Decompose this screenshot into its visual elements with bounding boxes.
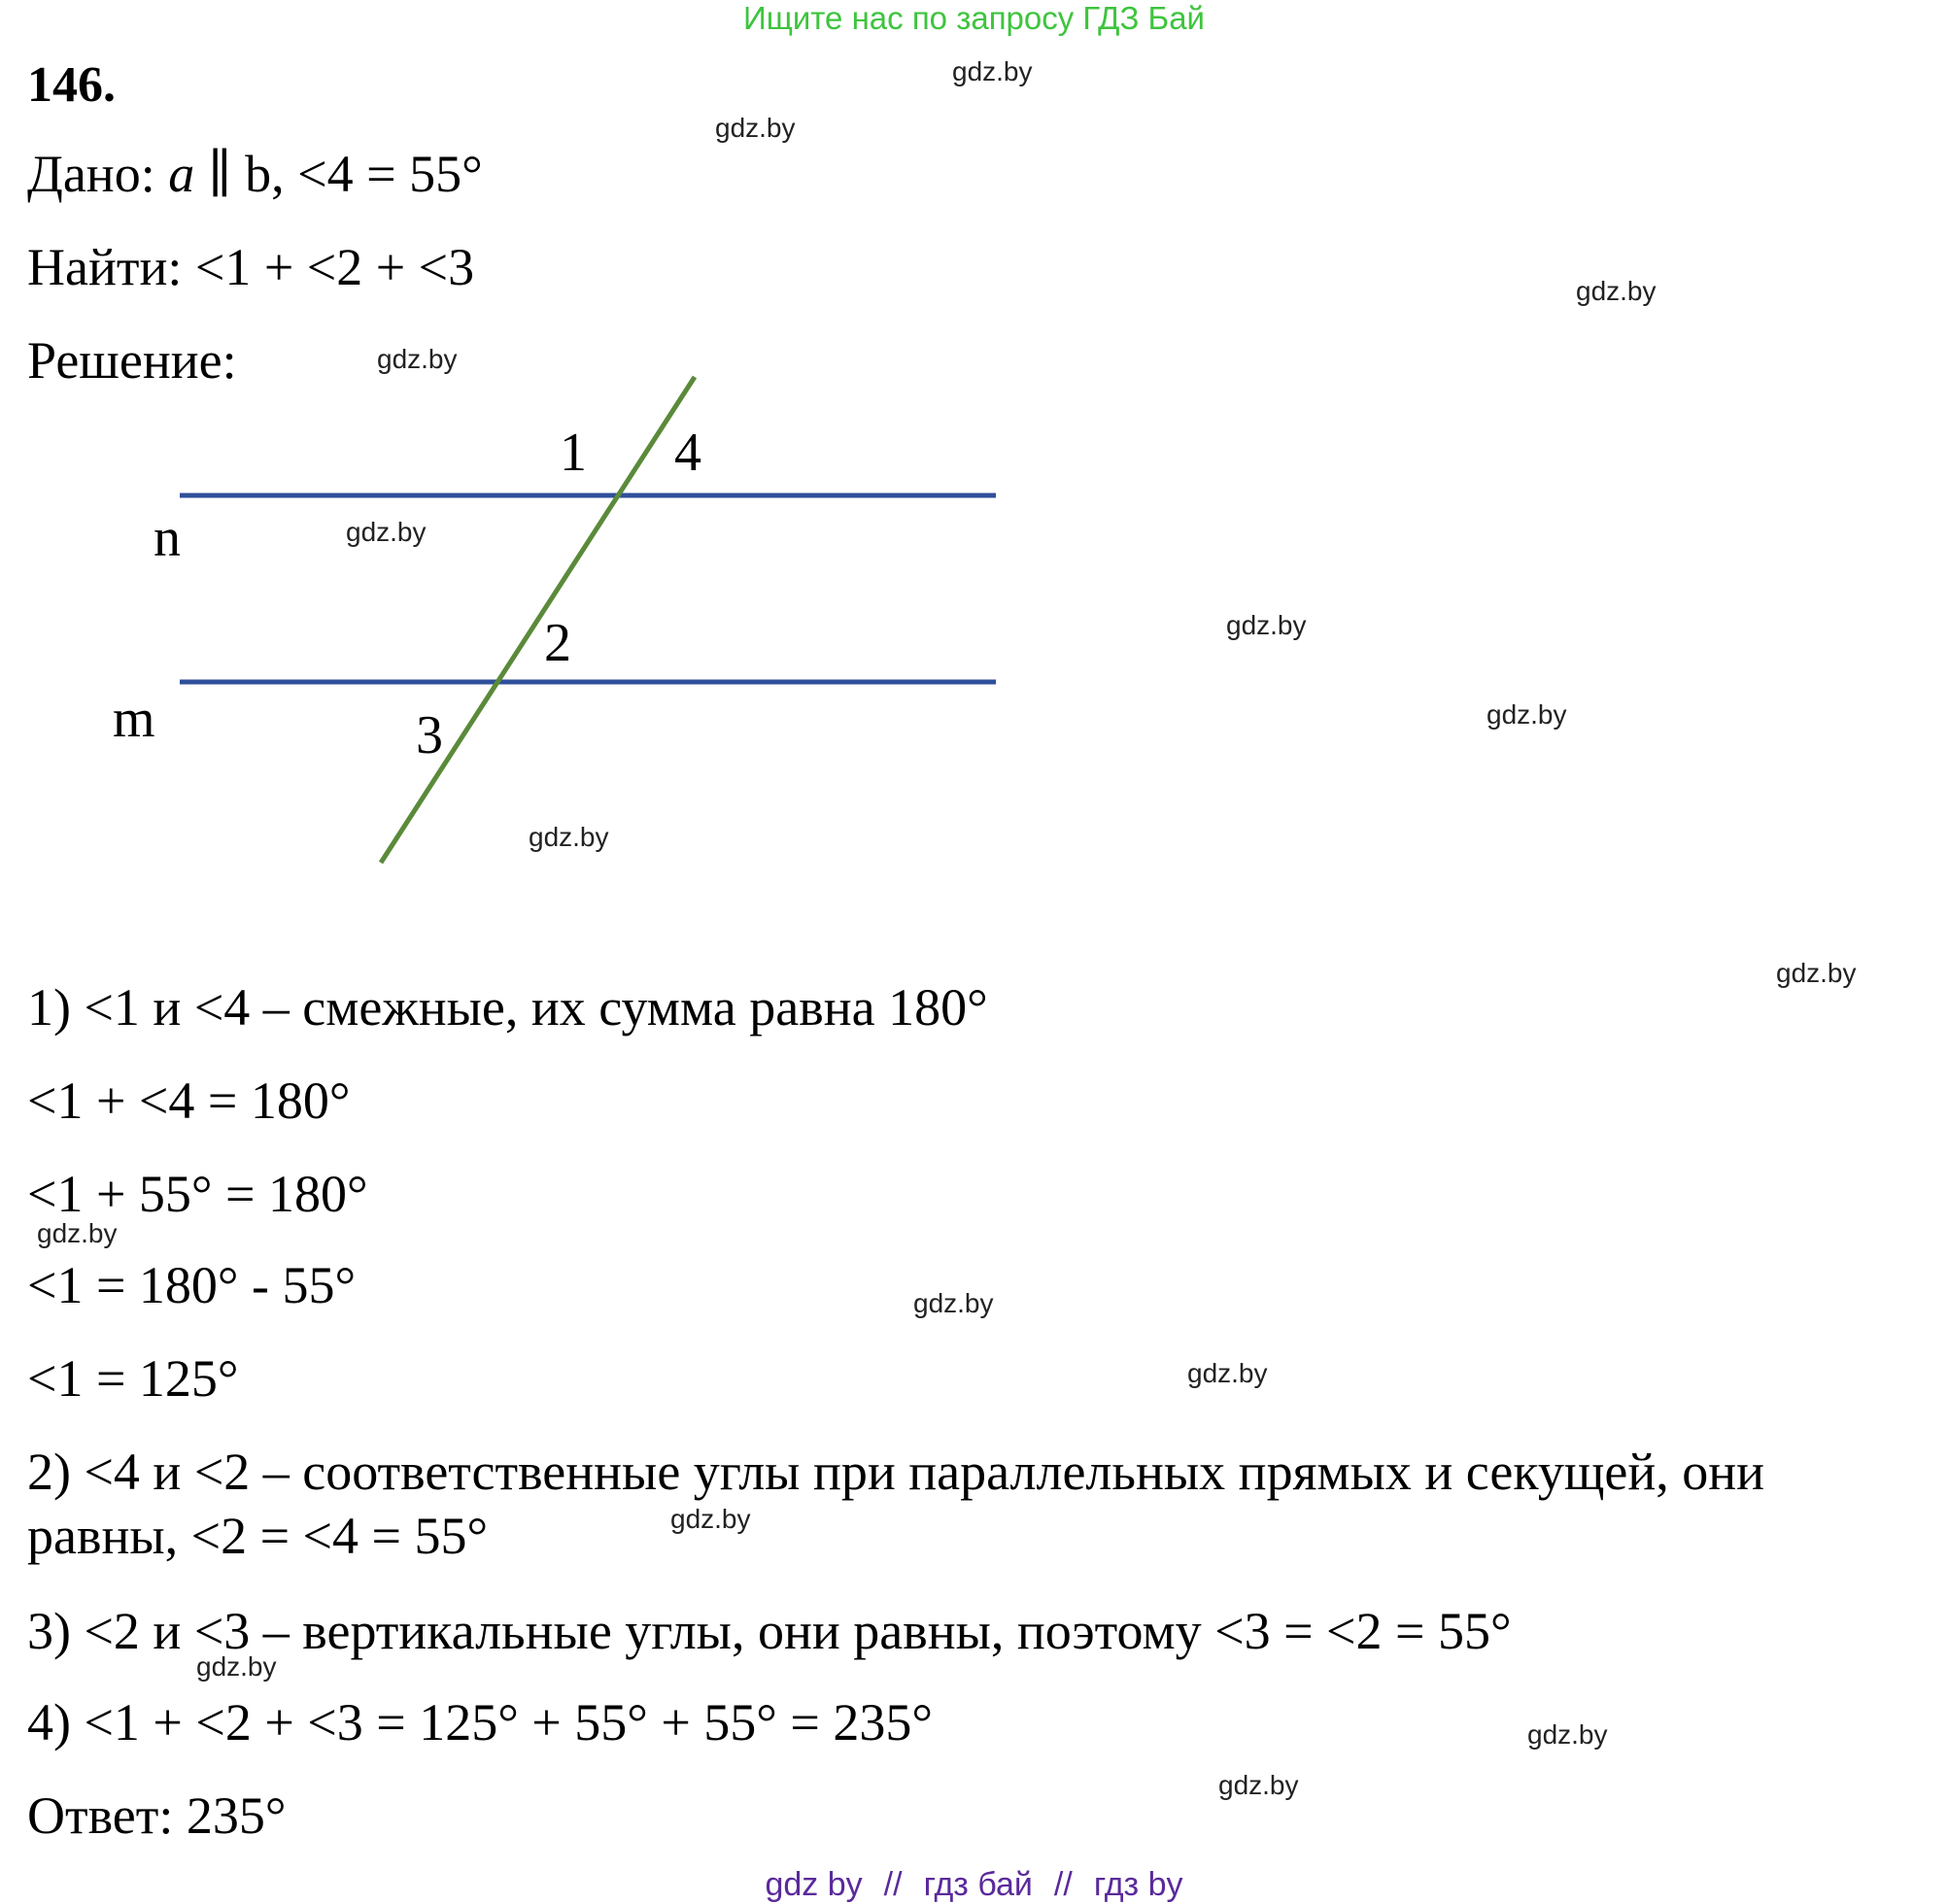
given-var-a: a: [168, 145, 195, 203]
footer-separator: //: [883, 1866, 903, 1903]
watermark: gdz.by: [1487, 699, 1567, 730]
footer-link-gdz-by[interactable]: gdz by: [765, 1866, 863, 1903]
angle-label-1: 1: [560, 423, 587, 483]
transversal-line: [381, 377, 695, 863]
solution-label: Решение:: [27, 331, 237, 390]
answer: Ответ: 235°: [27, 1786, 287, 1845]
given-rest: ∥ b, <4 = 55°: [194, 145, 483, 203]
watermark: gdz.by: [1226, 610, 1307, 640]
step-1d: <1 = 125°: [27, 1349, 239, 1408]
watermark: gdz.by: [529, 822, 609, 852]
watermark: gdz.by: [1187, 1358, 1268, 1388]
watermark: gdz.by: [1527, 1719, 1608, 1750]
watermark: gdz.by: [670, 1504, 751, 1534]
promo-banner: Ищите нас по запросу ГДЗ Бай: [743, 0, 1205, 36]
step-4: 4) <1 + <2 + <3 = 125° + 55° + 55° = 235°: [27, 1693, 933, 1751]
watermark: gdz.by: [346, 517, 427, 547]
watermark: gdz.by: [913, 1288, 994, 1318]
angle-label-2: 2: [544, 613, 571, 673]
watermark: gdz.by: [952, 56, 1033, 86]
watermark: gdz.by: [1776, 958, 1857, 988]
step-1b: <1 + 55° = 180°: [27, 1165, 368, 1223]
watermark: gdz.by: [1576, 276, 1657, 306]
watermark: gdz.by: [1218, 1770, 1299, 1800]
angle-label-3: 3: [416, 705, 443, 765]
watermark: gdz.by: [715, 113, 796, 143]
step-2-cont: равны, <2 = <4 = 55°: [27, 1507, 489, 1565]
footer-link-gdz-bai[interactable]: гдз бай: [923, 1866, 1033, 1903]
geometry-figure: [0, 350, 1069, 894]
step-3: 3) <2 и <3 – вертикальные углы, они равны, поэтому <3 = <2 = 55°: [27, 1602, 1512, 1660]
given-line: [27, 144, 483, 204]
line-n-label: n: [154, 508, 181, 568]
footer-separator: //: [1053, 1866, 1073, 1903]
step-1a: <1 + <4 = 180°: [27, 1071, 351, 1130]
given-prefix: Дано:: [27, 145, 169, 203]
step-2: 2) <4 и <2 – соответственные углы при параллельных прямых и секущей, они: [27, 1443, 1765, 1501]
footer-links: [0, 1865, 1948, 1904]
line-m-label: m: [113, 689, 155, 749]
step-1: 1) <1 и <4 – смежные, их сумма равна 180°: [27, 978, 988, 1037]
footer-link-gdz-by-2[interactable]: гдз by: [1093, 1866, 1183, 1903]
watermark: gdz.by: [196, 1651, 277, 1682]
step-1c: <1 = 180° - 55°: [27, 1256, 357, 1314]
angle-label-4: 4: [674, 423, 701, 483]
watermark: gdz.by: [37, 1218, 118, 1248]
problem-number: 146.: [27, 57, 116, 113]
watermark: gdz.by: [377, 344, 458, 374]
find-line: Найти: <1 + <2 + <3: [27, 238, 475, 296]
